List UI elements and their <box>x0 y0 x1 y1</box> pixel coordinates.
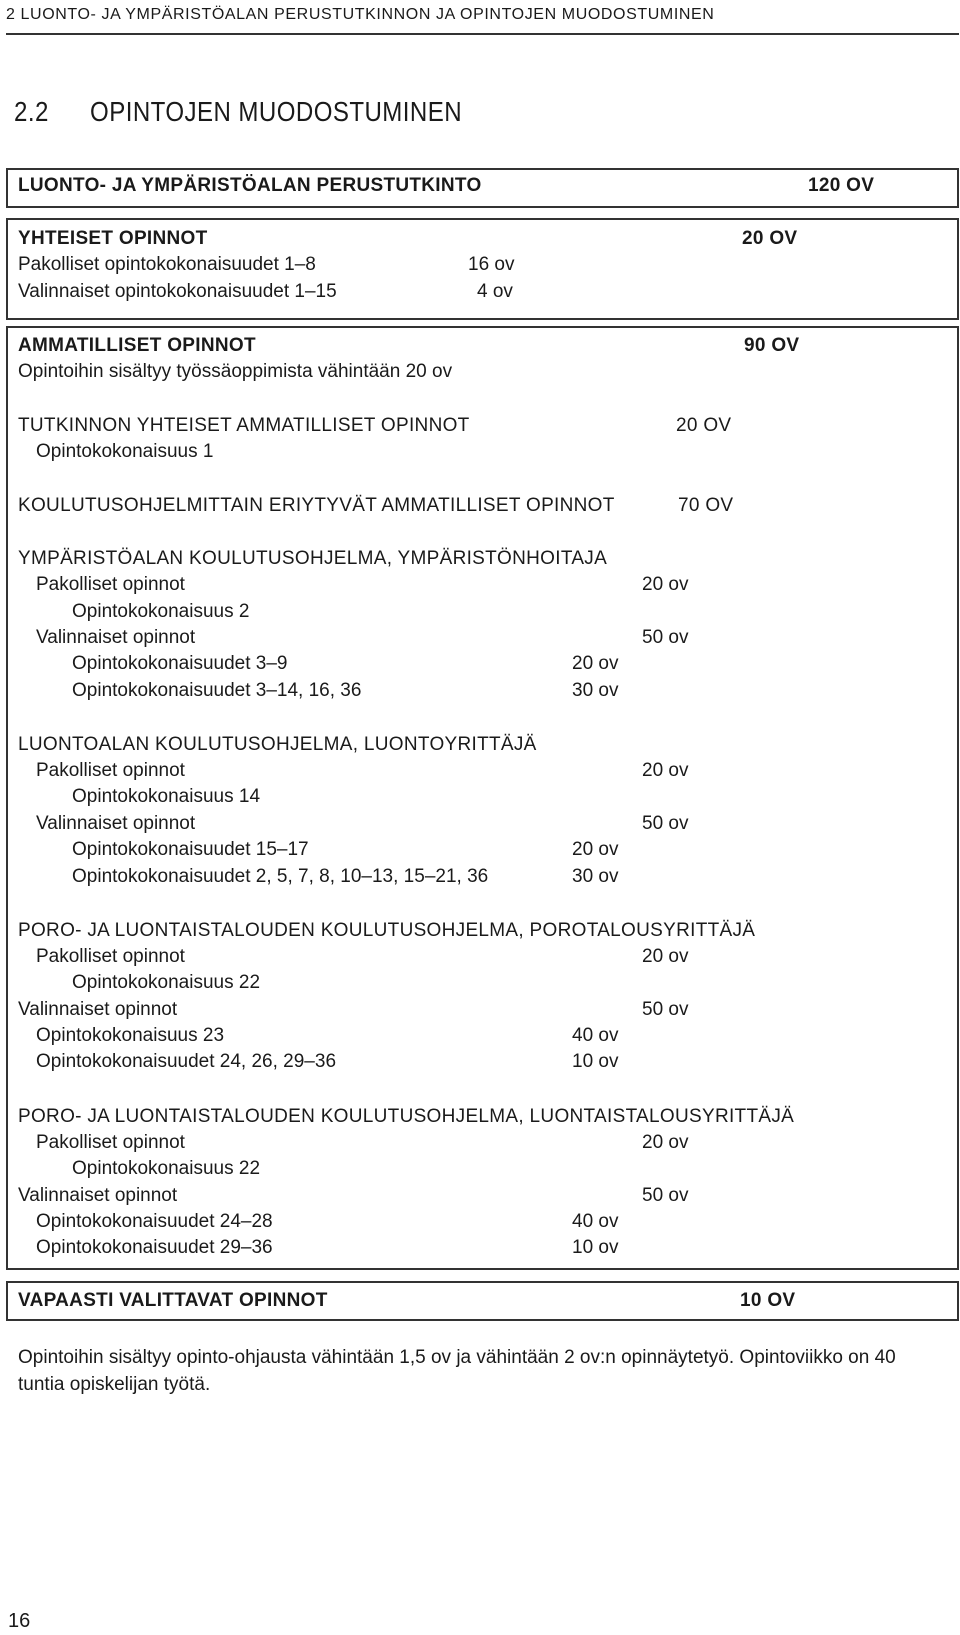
elective-row-label: Opintokokonaisuudet 29–36 <box>36 1237 273 1258</box>
elective-row-label: Opintokokonaisuudet 2, 5, 7, 8, 10–13, 15–21, 36 <box>72 866 489 887</box>
section-title <box>14 96 462 128</box>
vocational-total: 90 OV <box>744 335 800 356</box>
free-studies-total: 10 OV <box>740 1290 796 1311</box>
elective-value: 50 ov <box>642 1185 689 1206</box>
elective-row-value: 30 ov <box>572 680 619 701</box>
degree-title: LUONTO- JA YMPÄRISTÖALAN PERUSTUTKINTO <box>18 175 482 196</box>
mandatory-value: 20 ov <box>642 760 689 781</box>
elective-row-value: 20 ov <box>572 653 619 674</box>
elective-row-label: Opintokokonaisuus 23 <box>36 1025 225 1046</box>
shared-vocational-total: 20 OV <box>676 415 732 436</box>
shared-vocational-sub: Opintokokonaisuus 1 <box>36 441 214 462</box>
common-studies-title: YHTEISET OPINNOT <box>18 228 208 249</box>
elective-row-value: 10 ov <box>572 1237 619 1258</box>
mandatory-label: Pakolliset opinnot <box>36 946 185 967</box>
programme-title: LUONTOALAN KOULUTUSOHJELMA, LUONTOYRITTÄJÄ <box>18 734 537 755</box>
mandatory-sub: Opintokokonaisuus 22 <box>72 972 261 993</box>
elective-label: Valinnaiset opinnot <box>18 999 178 1020</box>
common-row-label: Pakolliset opintokokonaisuudet 1–8 <box>18 254 316 275</box>
mandatory-label: Pakolliset opinnot <box>36 760 185 781</box>
elective-row-value: 30 ov <box>572 866 619 887</box>
footnote: Opintoihin sisältyy opinto-ohjausta vähintään 1,5 ov ja vähintään 2 ov:n opinnäytetyö. Opintoviikko on 40 tuntia opiskelijan työtä. <box>18 1347 896 1395</box>
elective-value: 50 ov <box>642 999 689 1020</box>
vocational-title: AMMATILLISET OPINNOT <box>18 335 256 356</box>
mandatory-label: Pakolliset opinnot <box>36 574 185 595</box>
programme-title: YMPÄRISTÖALAN KOULUTUSOHJELMA, YMPÄRISTÖNHOITAJA <box>18 548 608 569</box>
elective-value: 50 ov <box>642 627 689 648</box>
mandatory-sub: Opintokokonaisuus 14 <box>72 786 261 807</box>
elective-label: Valinnaiset opinnot <box>36 813 196 834</box>
mandatory-value: 20 ov <box>642 946 689 967</box>
elective-row-value: 40 ov <box>572 1211 619 1232</box>
vocational-note: Opintoihin sisältyy työssäoppimista vähintään 20 ov <box>18 361 453 382</box>
programme-title: PORO- JA LUONTAISTALOUDEN KOULUTUSOHJELMA, LUONTAISTALOUSYRITTÄJÄ <box>18 1106 795 1127</box>
mandatory-sub: Opintokokonaisuus 2 <box>72 601 250 622</box>
elective-row-value: 10 ov <box>572 1051 619 1072</box>
mandatory-value: 20 ov <box>642 574 689 595</box>
elective-row-label: Opintokokonaisuudet 3–14, 16, 36 <box>72 680 362 701</box>
mandatory-value: 20 ov <box>642 1132 689 1153</box>
elective-row-value: 20 ov <box>572 839 619 860</box>
common-row-value: 16 ov <box>468 254 515 275</box>
elective-row-label: Opintokokonaisuudet 24–28 <box>36 1211 273 1232</box>
common-row-label: Valinnaiset opintokokonaisuudet 1–15 <box>18 281 337 302</box>
specific-vocational-total: 70 OV <box>678 495 734 516</box>
free-studies-title: VAPAASTI VALITTAVAT OPINNOT <box>18 1290 328 1311</box>
elective-label: Valinnaiset opinnot <box>36 627 196 648</box>
mandatory-label: Pakolliset opinnot <box>36 1132 185 1153</box>
section-title-text: OPINTOJEN MUODOSTUMINEN <box>90 96 463 127</box>
page-number: 16 <box>8 1610 31 1632</box>
section-number: 2.2 <box>14 96 49 127</box>
elective-row-label: Opintokokonaisuudet 3–9 <box>72 653 288 674</box>
elective-row-value: 40 ov <box>572 1025 619 1046</box>
mandatory-sub: Opintokokonaisuus 22 <box>72 1158 261 1179</box>
common-studies-total: 20 OV <box>742 228 798 249</box>
common-row-value: 4 ov <box>477 281 513 302</box>
running-head: 2 LUONTO- JA YMPÄRISTÖALAN PERUSTUTKINNON JA OPINTOJEN MUODOSTUMINEN <box>6 6 715 23</box>
elective-label: Valinnaiset opinnot <box>18 1185 178 1206</box>
elective-row-label: Opintokokonaisuudet 15–17 <box>72 839 309 860</box>
header-rule <box>6 33 959 35</box>
elective-row-label: Opintokokonaisuudet 24, 26, 29–36 <box>36 1051 337 1072</box>
degree-total: 120 OV <box>808 175 875 196</box>
specific-vocational-title: KOULUTUSOHJELMITTAIN ERIYTYVÄT AMMATILLISET OPINNOT <box>18 495 615 516</box>
programme-title: PORO- JA LUONTAISTALOUDEN KOULUTUSOHJELMA, POROTALOUSYRITTÄJÄ <box>18 920 756 941</box>
elective-value: 50 ov <box>642 813 689 834</box>
shared-vocational-title: TUTKINNON YHTEISET AMMATILLISET OPINNOT <box>18 415 470 436</box>
